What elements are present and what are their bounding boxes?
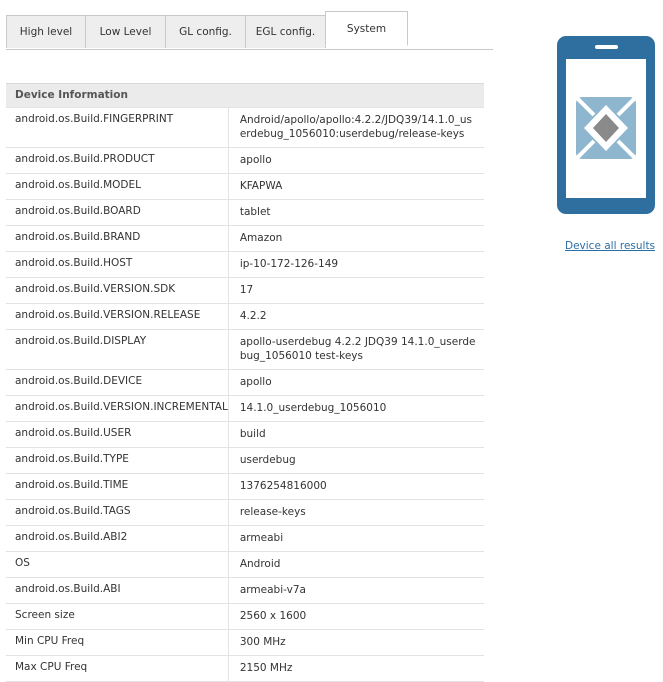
speaker-slot	[595, 45, 618, 49]
table-row	[6, 226, 484, 252]
property-value: build	[228, 422, 484, 448]
property-name: android.os.Build.TAGS	[6, 500, 228, 526]
property-name: android.os.Build.VERSION.INCREMENTAL	[6, 396, 228, 422]
tab-gl-config[interactable]: GL config.	[165, 15, 246, 48]
property-value: release-keys	[228, 500, 484, 526]
table-row	[6, 200, 484, 226]
property-name: android.os.Build.FINGERPRINT	[6, 108, 228, 148]
tab-system[interactable]: System	[325, 11, 408, 46]
property-name: android.os.Build.TIME	[6, 474, 228, 500]
table-row	[6, 148, 484, 174]
property-name: android.os.Build.ABI2	[6, 526, 228, 552]
table-row	[6, 252, 484, 278]
property-value: apollo	[228, 148, 484, 174]
property-name: android.os.Build.PRODUCT	[6, 148, 228, 174]
table-row	[6, 370, 484, 396]
tab-low-level[interactable]: Low Level	[85, 15, 166, 48]
property-name: OS	[6, 552, 228, 578]
device-screen	[566, 59, 646, 198]
property-value: KFAPWA	[228, 174, 484, 200]
property-name: android.os.Build.ABI	[6, 578, 228, 604]
table-row	[6, 656, 484, 682]
property-name: android.os.Build.USER	[6, 422, 228, 448]
property-value: 2560 x 1600	[228, 604, 484, 630]
table-row	[6, 526, 484, 552]
property-value: armeabi-v7a	[228, 578, 484, 604]
tab-high-level[interactable]: High level	[6, 15, 86, 48]
tab-egl-config[interactable]: EGL config.	[245, 15, 326, 48]
table-row	[6, 552, 484, 578]
property-value: 17	[228, 278, 484, 304]
property-value: Amazon	[228, 226, 484, 252]
property-name: android.os.Build.VERSION.SDK	[6, 278, 228, 304]
property-value: apollo	[228, 370, 484, 396]
property-name: android.os.Build.DISPLAY	[6, 330, 228, 370]
property-value: Android	[228, 552, 484, 578]
table-row	[6, 330, 484, 370]
table-row	[6, 278, 484, 304]
table-row	[6, 108, 484, 148]
property-value: userdebug	[228, 448, 484, 474]
property-name: Min CPU Freq	[6, 630, 228, 656]
property-value: 4.2.2	[228, 304, 484, 330]
table-row	[6, 474, 484, 500]
property-value: 14.1.0_userdebug_1056010	[228, 396, 484, 422]
section-header-row	[6, 84, 484, 108]
property-value: 2150 MHz	[228, 656, 484, 682]
table-row	[6, 448, 484, 474]
property-name: android.os.Build.MODEL	[6, 174, 228, 200]
device-all-results-link[interactable]: Device all results	[565, 240, 656, 252]
property-name: Max CPU Freq	[6, 656, 228, 682]
property-name: android.os.Build.VERSION.RELEASE	[6, 304, 228, 330]
tablet-device-icon	[557, 36, 655, 214]
device-logo-icon	[576, 97, 636, 159]
property-name: android.os.Build.TYPE	[6, 448, 228, 474]
property-value: 300 MHz	[228, 630, 484, 656]
device-information-table	[6, 83, 484, 682]
tab-bar	[6, 15, 493, 50]
property-name: android.os.Build.BRAND	[6, 226, 228, 252]
property-value: armeabi	[228, 526, 484, 552]
table-row	[6, 174, 484, 200]
table-row	[6, 422, 484, 448]
property-value: apollo-userdebug 4.2.2 JDQ39 14.1.0_userdebug_1056010 test-keys	[228, 330, 484, 370]
property-name: android.os.Build.DEVICE	[6, 370, 228, 396]
table-row	[6, 604, 484, 630]
property-value: 1376254816000	[228, 474, 484, 500]
section-title: Device Information	[6, 84, 484, 108]
table-row	[6, 304, 484, 330]
table-row	[6, 396, 484, 422]
property-name: android.os.Build.BOARD	[6, 200, 228, 226]
property-name: Screen size	[6, 604, 228, 630]
property-value: ip-10-172-126-149	[228, 252, 484, 278]
property-value: tablet	[228, 200, 484, 226]
property-value: Android/apollo/apollo:4.2.2/JDQ39/14.1.0_userdebug_1056010:userdebug/release-keys	[228, 108, 484, 148]
table-row	[6, 500, 484, 526]
table-row	[6, 578, 484, 604]
property-name: android.os.Build.HOST	[6, 252, 228, 278]
